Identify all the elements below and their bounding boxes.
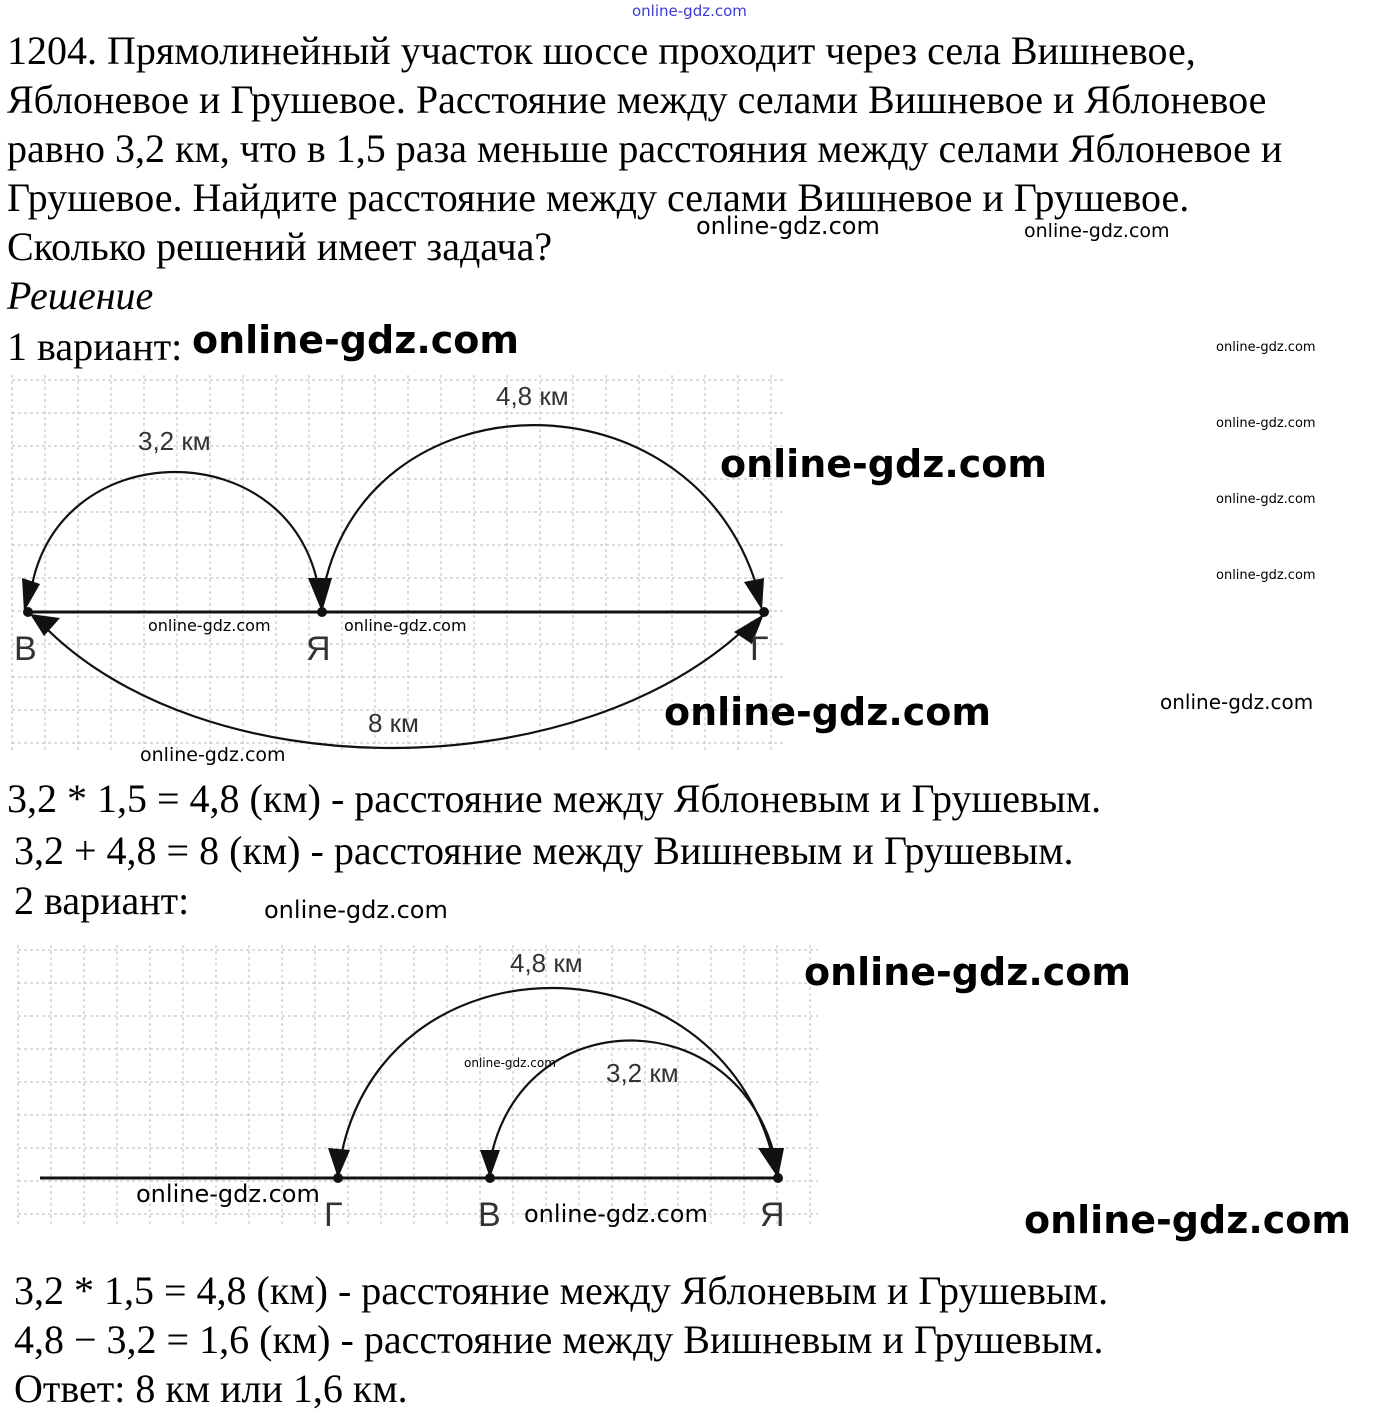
variant2-label: 2 вариант: [14,878,190,923]
variant1-calc-1: 3,2 * 1,5 = 4,8 (км) - расстояние между Яблоневым и Грушевым. [7,776,1102,821]
label-8-km: 8 км [368,708,419,738]
point-label-g: Г [324,1196,343,1234]
watermark: online-gdz.com [264,896,448,924]
variant1-calc-2: 3,2 + 4,8 = 8 (км) - расстояние между Вишневым и Грушевым. [14,828,1074,873]
point-label-ya: Я [760,1196,785,1234]
problem-line-5: Сколько решений имеет задача? [7,224,553,269]
watermark: online-gdz.com [1024,220,1170,242]
watermark: online-gdz.com [192,318,519,362]
problem-line-1: 1204. Прямолинейный участок шоссе проходит через села Вишневое, [7,28,1196,73]
watermark: online-gdz.com [804,950,1131,994]
arc-ya-g [340,988,774,1162]
point-g [333,1173,343,1183]
solution-heading: Решение [7,273,154,318]
answer: Ответ: 8 км или 1,6 км. [14,1366,408,1411]
watermark: online-gdz.com [1216,568,1316,583]
header-watermark: online-gdz.com [632,2,747,20]
variant1-label: 1 вариант: [7,324,183,369]
variant2-calc-1: 3,2 * 1,5 = 4,8 (км) - расстояние между Яблоневым и Грушевым. [14,1268,1109,1313]
problem-line-2: Яблоневое и Грушевое. Расстояние между селами Вишневое и Яблоневое [7,77,1267,122]
problem-line-4: Грушевое. Найдите расстояние между селами Вишневое и Грушевое. [7,175,1190,220]
watermark: online-gdz.com [464,1056,556,1070]
watermark: online-gdz.com [524,1200,708,1228]
watermark: online-gdz.com [148,616,271,635]
arrow-head-g-top [744,578,764,610]
point-g [759,607,769,617]
label-4-8-km: 4,8 км [496,381,569,411]
arrow-head-ya [308,578,332,612]
watermark: online-gdz.com [696,212,880,240]
label-3-2-km: 3,2 км [606,1058,679,1088]
watermark: online-gdz.com [1216,416,1316,431]
watermark: online-gdz.com [1024,1198,1351,1242]
watermark: online-gdz.com [720,442,1047,486]
point-label-ya: Я [306,630,331,668]
arrow-head-v [22,578,40,612]
watermark: online-gdz.com [136,1180,320,1208]
problem-line-3: равно 3,2 км, что в 1,5 раза меньше расстояния между селами Яблоневое и [7,126,1283,171]
variant2-calc-2: 4,8 − 3,2 = 1,6 (км) - расстояние между Вишневым и Грушевым. [14,1317,1104,1362]
point-label-g: Г [750,630,769,668]
watermark: online-gdz.com [664,690,991,734]
label-4-8-km: 4,8 км [510,948,583,978]
watermark: online-gdz.com [344,616,467,635]
watermark: online-gdz.com [1216,340,1316,355]
point-ya [317,607,327,617]
point-label-v: В [478,1196,501,1234]
point-label-v: В [14,630,37,668]
label-3-2-km: 3,2 км [138,426,211,456]
watermark: online-gdz.com [1160,690,1314,714]
point-v [485,1173,495,1183]
point-ya [773,1173,783,1183]
point-v [23,607,33,617]
watermark: online-gdz.com [140,744,286,766]
variant2-diagram [0,940,820,1240]
watermark: online-gdz.com [1216,492,1316,507]
